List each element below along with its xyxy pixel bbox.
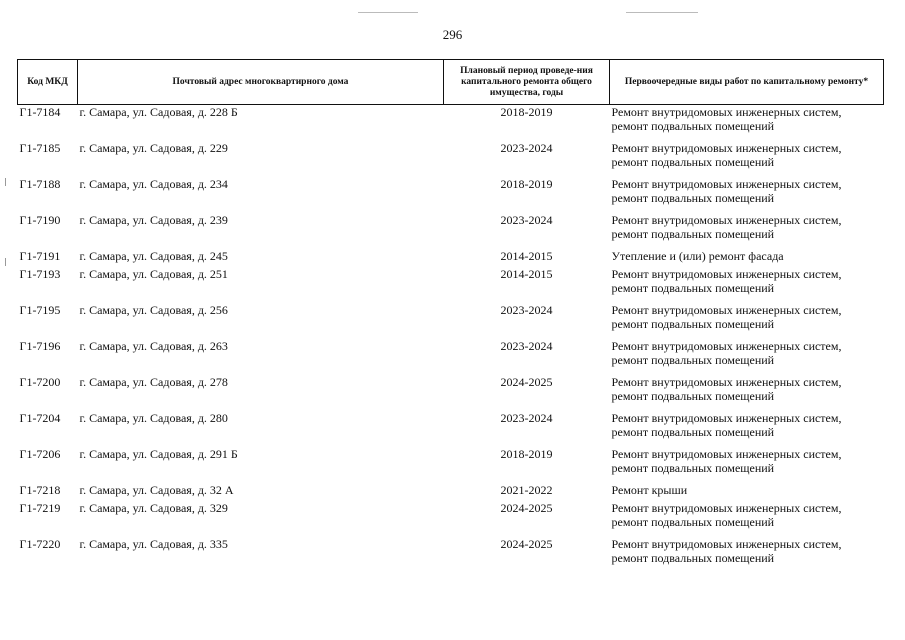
- works-line: Ремонт внутридомовых инженерных систем,: [611, 302, 842, 317]
- cell-works: [610, 501, 884, 537]
- cell-period: 2021-2022: [500, 482, 553, 497]
- table-row: [18, 501, 884, 537]
- cell-period: 2023-2024: [500, 410, 553, 425]
- cell-works: [610, 375, 884, 411]
- cell-code: Г1-7188: [19, 176, 61, 191]
- cell-address: г. Самара, ул. Садовая, д. 229: [79, 140, 228, 155]
- cell-code: Г1-7206: [19, 446, 61, 461]
- works-line: ремонт подвальных помещений: [611, 460, 775, 475]
- table-header-row: [18, 60, 884, 105]
- cell-address: г. Самара, ул. Садовая, д. 234: [79, 176, 228, 191]
- cell-period: 2023-2024: [500, 212, 553, 227]
- works-line: ремонт подвальных помещений: [611, 154, 775, 169]
- table-row: [18, 249, 884, 267]
- cell-period: 2024-2025: [500, 536, 553, 551]
- table-row: [18, 303, 884, 339]
- works-line: Ремонт крыши: [611, 482, 688, 497]
- margin-tick-mark: [5, 178, 6, 186]
- cell-works: [610, 177, 884, 213]
- cell-period: 2024-2025: [500, 374, 553, 389]
- cell-code: Г1-7193: [19, 266, 61, 281]
- works-line: Утепление и (или) ремонт фасада: [611, 248, 784, 263]
- cell-code: Г1-7200: [19, 374, 61, 389]
- cell-works: [610, 483, 884, 501]
- cell-period: 2024-2025: [500, 500, 553, 515]
- cell-works: [610, 303, 884, 339]
- works-line: ремонт подвальных помещений: [611, 119, 775, 133]
- header-period: Плановый период проведе-ния капитального ремонта общего имущества, годы: [444, 60, 610, 105]
- header-address: Почтовый адрес многоквартирного дома: [78, 60, 444, 105]
- table-row: [18, 267, 884, 303]
- cell-works: [610, 411, 884, 447]
- works-line: Ремонт внутридомовых инженерных систем,: [611, 374, 842, 389]
- cell-code: Г1-7204: [19, 410, 61, 425]
- table-row: [18, 105, 884, 141]
- works-line: ремонт подвальных помещений: [611, 550, 775, 565]
- works-line: Ремонт внутридомовых инженерных систем,: [611, 500, 842, 515]
- works-line: Ремонт внутридомовых инженерных систем,: [611, 176, 842, 191]
- cell-address: г. Самара, ул. Садовая, д. 251: [79, 266, 228, 281]
- table-row: [18, 177, 884, 213]
- cell-code: Г1-7218: [19, 482, 61, 497]
- works-line: Ремонт внутридомовых инженерных систем,: [611, 410, 842, 425]
- table-row: [18, 339, 884, 375]
- works-line: ремонт подвальных помещений: [611, 424, 775, 439]
- works-line: ремонт подвальных помещений: [611, 280, 775, 295]
- page-number: 296: [442, 27, 463, 42]
- cell-period: 2014-2015: [500, 248, 553, 263]
- works-line: Ремонт внутридомовых инженерных систем,: [611, 140, 842, 155]
- works-line: Ремонт внутридомовых инженерных систем,: [611, 212, 842, 227]
- cell-address: г. Самара, ул. Садовая, д. 256: [79, 302, 228, 317]
- cell-address: г. Самара, ул. Садовая, д. 245: [79, 248, 228, 263]
- cell-code: Г1-7185: [19, 140, 61, 155]
- works-line: ремонт подвальных помещений: [611, 316, 775, 331]
- scan-artifact-line: [358, 12, 418, 13]
- works-line: Ремонт внутридомовых инженерных систем,: [611, 105, 842, 119]
- cell-works: [610, 105, 884, 141]
- cell-works: [610, 249, 884, 267]
- margin-tick-mark: [5, 258, 6, 266]
- cell-period: 2023-2024: [500, 140, 553, 155]
- cell-code: Г1-7219: [19, 500, 61, 515]
- table-row: [18, 447, 884, 483]
- cell-works: [610, 267, 884, 303]
- works-line: Ремонт внутридомовых инженерных систем,: [611, 446, 842, 461]
- cell-works: [610, 537, 884, 573]
- cell-address: г. Самара, ул. Садовая, д. 32 А: [79, 482, 234, 497]
- header-works: Первоочередные виды работ по капитальному ремонту*: [610, 60, 884, 105]
- cell-address: г. Самара, ул. Садовая, д. 263: [79, 338, 228, 353]
- cell-works: [610, 213, 884, 249]
- works-line: ремонт подвальных помещений: [611, 388, 775, 403]
- header-code: Код МКД: [18, 60, 78, 105]
- table-row: [18, 213, 884, 249]
- cell-period: 2023-2024: [500, 302, 553, 317]
- table-row: [18, 411, 884, 447]
- cell-address: г. Самара, ул. Садовая, д. 280: [79, 410, 228, 425]
- table-row: [18, 483, 884, 501]
- works-line: ремонт подвальных помещений: [611, 352, 775, 367]
- works-line: Ремонт внутридомовых инженерных систем,: [611, 338, 842, 353]
- works-line: ремонт подвальных помещений: [611, 514, 775, 529]
- cell-works: [610, 339, 884, 375]
- table-row: [18, 537, 884, 573]
- works-line: ремонт подвальных помещений: [611, 190, 775, 205]
- cell-code: Г1-7191: [19, 248, 61, 263]
- cell-address: г. Самара, ул. Садовая, д. 335: [79, 536, 228, 551]
- cell-period: 2018-2019: [500, 105, 553, 119]
- cell-code: Г1-7196: [19, 338, 61, 353]
- cell-code: Г1-7195: [19, 302, 61, 317]
- scan-artifact-line: [626, 12, 698, 13]
- table-row: [18, 141, 884, 177]
- cell-address: г. Самара, ул. Садовая, д. 278: [79, 374, 228, 389]
- cell-address: г. Самара, ул. Садовая, д. 228 Б: [79, 105, 238, 119]
- cell-period: 2023-2024: [500, 338, 553, 353]
- cell-works: [610, 141, 884, 177]
- cell-works: [610, 447, 884, 483]
- works-line: Ремонт внутридомовых инженерных систем,: [611, 266, 842, 281]
- works-line: ремонт подвальных помещений: [611, 226, 775, 241]
- cell-period: 2014-2015: [500, 266, 553, 281]
- cell-address: г. Самара, ул. Садовая, д. 291 Б: [79, 446, 238, 461]
- cell-code: Г1-7190: [19, 212, 61, 227]
- cell-code: Г1-7220: [19, 536, 61, 551]
- cell-period: 2018-2019: [500, 176, 553, 191]
- table-row: [18, 375, 884, 411]
- cell-period: 2018-2019: [500, 446, 553, 461]
- cell-code: Г1-7184: [19, 105, 61, 119]
- cell-address: г. Самара, ул. Садовая, д. 329: [79, 500, 228, 515]
- works-line: Ремонт внутридомовых инженерных систем,: [611, 536, 842, 551]
- cell-address: г. Самара, ул. Садовая, д. 239: [79, 212, 228, 227]
- capital-repair-table: [17, 59, 884, 573]
